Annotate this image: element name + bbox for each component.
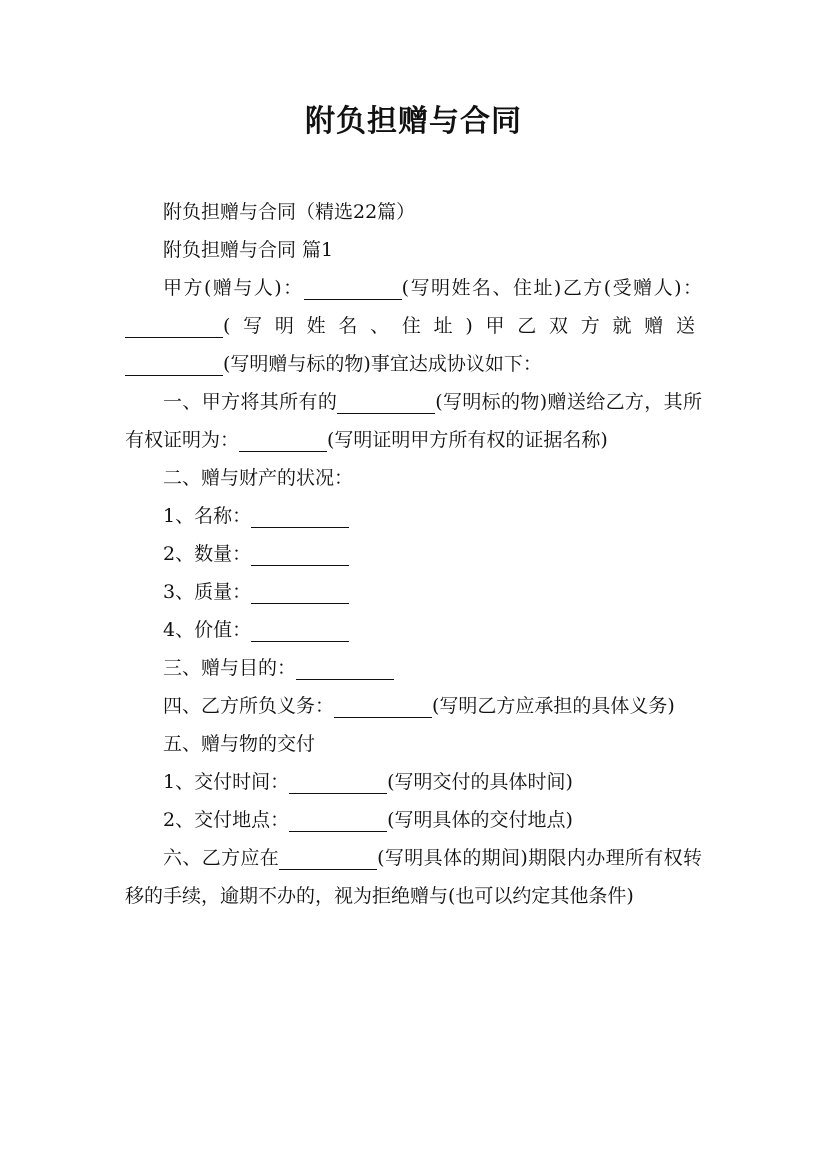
clause-1-paragraph — [125, 383, 702, 459]
clause-4-text-b: (写明乙方应承担的具体义务) — [432, 695, 675, 717]
clause-1-text-c: (写明证明甲方所有权的证据名称) — [327, 429, 608, 451]
parties-text-d: (写明赠与标的物)事宜达成协议如下： — [223, 353, 542, 375]
obligation-blank — [334, 694, 432, 718]
delivery-time-line — [125, 763, 702, 801]
clause-6-text-a: 六、乙方应在 — [163, 847, 280, 869]
parties-text-c: (写明姓名、住址)甲乙双方就赠送 — [223, 315, 702, 337]
clause-5-heading: 五、赠与物的交付 — [163, 733, 316, 755]
clause-1-text-a: 一、甲方将其所有的 — [163, 391, 338, 413]
clause-1-text-b: (写明标的物)赠送给乙方，其所有权证明为： — [125, 391, 702, 451]
clause-1-object-blank — [337, 390, 435, 414]
clause-4-text-a: 四、乙方所负义务： — [163, 695, 335, 717]
document-body — [125, 193, 702, 915]
delivery-time-label: 1、交付时间： — [163, 771, 290, 793]
delivery-time-note: (写明交付的具体时间) — [387, 771, 573, 793]
item-name-line — [125, 497, 702, 535]
delivery-place-note: (写明具体的交付地点) — [387, 809, 573, 831]
item-value-blank — [251, 618, 349, 642]
purpose-blank — [296, 656, 394, 680]
clause-6-text-b: (写明具体的期间)期限内办理所有权转移的手续，逾期不办的，视为拒绝赠与(也可以约定其他条件) — [125, 847, 702, 907]
item-quality-line — [125, 573, 702, 611]
clause-6-paragraph — [125, 839, 702, 915]
clause-3-label: 三、赠与目的： — [163, 657, 297, 679]
item-quantity-blank — [251, 542, 349, 566]
item-value-label: 4、价值： — [163, 619, 252, 641]
delivery-time-blank — [289, 770, 387, 794]
item-name-blank — [251, 504, 349, 528]
item-value-line — [125, 611, 702, 649]
item-quantity-line — [125, 535, 702, 573]
donee-blank — [125, 314, 223, 338]
item-quantity-label: 2、数量： — [163, 543, 252, 565]
parties-paragraph — [125, 269, 702, 383]
delivery-place-line — [125, 801, 702, 839]
parties-text-a: 甲方(赠与人)： — [163, 277, 304, 299]
gift-subject-blank — [125, 352, 223, 376]
clause-1-proof-blank — [239, 428, 327, 452]
donor-blank — [304, 276, 402, 300]
subtitle-paragraph: 附负担赠与合同（精选22篇） — [163, 201, 416, 223]
document-title: 附负担赠与合同 — [305, 104, 522, 139]
delivery-place-label: 2、交付地点： — [163, 809, 290, 831]
clause-2-heading: 二、赠与财产的状况： — [163, 467, 354, 489]
section-heading: 附负担赠与合同 篇1 — [163, 239, 334, 261]
delivery-place-blank — [289, 808, 387, 832]
item-quality-blank — [251, 580, 349, 604]
clause-3-line — [125, 649, 702, 687]
item-name-label: 1、名称： — [163, 505, 252, 527]
item-quality-label: 3、质量： — [163, 581, 252, 603]
clause-4-paragraph — [125, 687, 702, 725]
transfer-period-blank — [279, 846, 377, 870]
parties-text-b: (写明姓名、住址)乙方(受赠人)： — [401, 277, 703, 299]
